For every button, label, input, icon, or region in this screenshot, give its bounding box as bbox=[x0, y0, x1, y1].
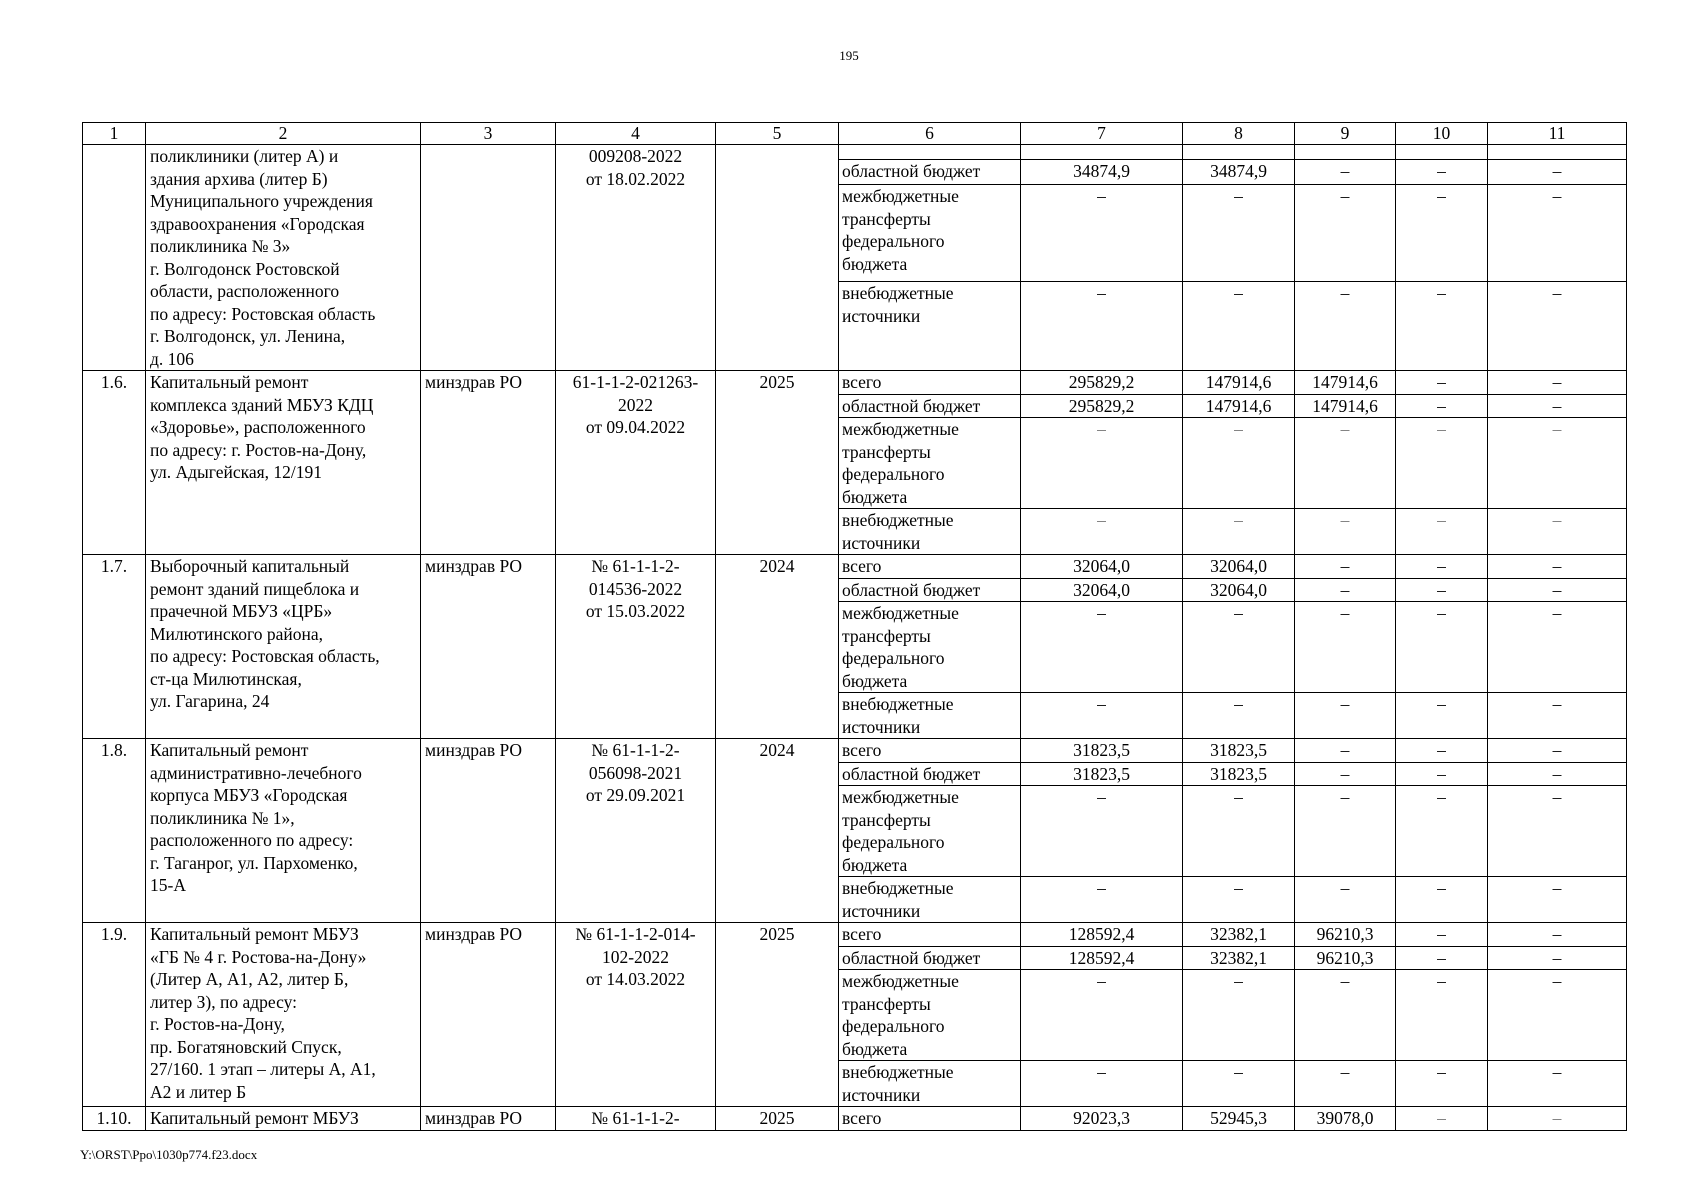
empty-value-cell: – bbox=[1488, 877, 1627, 923]
empty-value-cell: – bbox=[1396, 1107, 1488, 1131]
table-row bbox=[83, 371, 1627, 395]
empty-value-cell: – bbox=[1295, 786, 1396, 877]
column-number-header: 1 bbox=[83, 123, 146, 145]
table-row bbox=[83, 739, 1627, 763]
empty-value-cell: – bbox=[1396, 509, 1488, 555]
column-number-header: 6 bbox=[839, 123, 1021, 145]
table-row bbox=[83, 923, 1627, 947]
empty-value-cell: – bbox=[1396, 923, 1488, 947]
empty-value-cell: – bbox=[1488, 371, 1627, 395]
year-cell: 2024 bbox=[716, 555, 839, 739]
empty-value-cell: – bbox=[1295, 578, 1396, 602]
funding-source-cell: областной бюджет bbox=[839, 762, 1021, 786]
empty-value-cell: – bbox=[1396, 693, 1488, 739]
empty-value-cell: – bbox=[1396, 946, 1488, 970]
spacer-cell bbox=[1488, 145, 1627, 160]
year-cell: 2025 bbox=[716, 371, 839, 555]
year-cell bbox=[716, 145, 839, 371]
item-number-cell: 1.8. bbox=[83, 739, 146, 923]
empty-value-cell: – bbox=[1183, 185, 1295, 282]
spacer-cell bbox=[1396, 145, 1488, 160]
expertise-document-cell: № 61-1-1-2- bbox=[556, 1107, 716, 1131]
empty-value-cell: – bbox=[1295, 602, 1396, 693]
amount-cell: 39078,0 bbox=[1295, 1107, 1396, 1131]
amount-cell: 31823,5 bbox=[1183, 762, 1295, 786]
empty-value-cell: – bbox=[1295, 282, 1396, 371]
empty-value-cell: – bbox=[1183, 877, 1295, 923]
item-number-cell: 1.7. bbox=[83, 555, 146, 739]
empty-value-cell: – bbox=[1488, 394, 1627, 418]
empty-value-cell: – bbox=[1488, 762, 1627, 786]
empty-value-cell: – bbox=[1488, 282, 1627, 371]
empty-value-cell: – bbox=[1183, 1061, 1295, 1107]
spacer-cell bbox=[1021, 145, 1183, 160]
amount-cell: 32064,0 bbox=[1183, 555, 1295, 579]
empty-value-cell: – bbox=[1396, 555, 1488, 579]
empty-value-cell: – bbox=[1295, 970, 1396, 1061]
footer-file-path: Y:\ORST\Ppo\1030p774.f23.docx bbox=[80, 1147, 258, 1162]
responsible-org-cell: минздрав РО bbox=[421, 371, 556, 555]
empty-value-cell: – bbox=[1396, 739, 1488, 763]
funding-source-cell: межбюджетные трансферты федерального бюджета bbox=[839, 786, 1021, 877]
page-number: 195 bbox=[839, 48, 859, 63]
amount-cell: 32064,0 bbox=[1021, 555, 1183, 579]
empty-value-cell: – bbox=[1396, 1061, 1488, 1107]
empty-value-cell: – bbox=[1021, 282, 1183, 371]
empty-value-cell: – bbox=[1488, 923, 1627, 947]
empty-value-cell: – bbox=[1295, 762, 1396, 786]
funding-source-cell: внебюджетные источники bbox=[839, 509, 1021, 555]
empty-value-cell: – bbox=[1021, 509, 1183, 555]
funding-source-cell: всего bbox=[839, 1107, 1021, 1131]
empty-value-cell: – bbox=[1488, 555, 1627, 579]
object-description-cell: Капитальный ремонт административно-лечебного корпуса МБУЗ «Городская поликлиника № 1», расположенного по адресу: г. Таганрог, ул. Пархоменко, 15-А bbox=[146, 739, 421, 923]
amount-cell: 147914,6 bbox=[1183, 394, 1295, 418]
empty-value-cell: – bbox=[1488, 578, 1627, 602]
column-number-header: 10 bbox=[1396, 123, 1488, 145]
empty-value-cell: – bbox=[1021, 185, 1183, 282]
responsible-org-cell: минздрав РО bbox=[421, 555, 556, 739]
object-description-cell: Капитальный ремонт комплекса зданий МБУЗ КДЦ «Здоровье», расположенного по адресу: г. Ростов-на-Дону, ул. Адыгейская, 12/191 bbox=[146, 371, 421, 555]
empty-value-cell: – bbox=[1295, 185, 1396, 282]
empty-value-cell: – bbox=[1396, 877, 1488, 923]
amount-cell: 34874,9 bbox=[1183, 160, 1295, 185]
funding-source-cell: областной бюджет bbox=[839, 160, 1021, 185]
amount-cell: 32064,0 bbox=[1021, 578, 1183, 602]
funding-source-cell: всего bbox=[839, 371, 1021, 395]
amount-cell: 31823,5 bbox=[1021, 739, 1183, 763]
empty-value-cell: – bbox=[1295, 1061, 1396, 1107]
expertise-document-cell: № 61-1-1-2- 056098-2021 от 29.09.2021 bbox=[556, 739, 716, 923]
empty-value-cell: – bbox=[1488, 693, 1627, 739]
column-number-header: 11 bbox=[1488, 123, 1627, 145]
year-cell: 2025 bbox=[716, 1107, 839, 1131]
empty-value-cell: – bbox=[1295, 509, 1396, 555]
amount-cell: 96210,3 bbox=[1295, 923, 1396, 947]
continued-row bbox=[83, 145, 1627, 160]
spacer-cell bbox=[1295, 145, 1396, 160]
empty-value-cell: – bbox=[1396, 602, 1488, 693]
funding-source-cell: межбюджетные трансферты федерального бюджета bbox=[839, 418, 1021, 509]
empty-value-cell: – bbox=[1183, 970, 1295, 1061]
empty-value-cell: – bbox=[1295, 693, 1396, 739]
empty-value-cell: – bbox=[1295, 739, 1396, 763]
empty-value-cell: – bbox=[1021, 693, 1183, 739]
expertise-document-cell: 61-1-1-2-021263- 2022 от 09.04.2022 bbox=[556, 371, 716, 555]
funding-source-cell: всего bbox=[839, 739, 1021, 763]
empty-value-cell: – bbox=[1488, 739, 1627, 763]
amount-cell: 32382,1 bbox=[1183, 946, 1295, 970]
empty-value-cell: – bbox=[1396, 578, 1488, 602]
funding-source-cell: всего bbox=[839, 923, 1021, 947]
empty-value-cell: – bbox=[1488, 418, 1627, 509]
funding-source-cell: внебюджетные источники bbox=[839, 693, 1021, 739]
amount-cell: 52945,3 bbox=[1183, 1107, 1295, 1131]
object-description-cell: Выборочный капитальный ремонт зданий пищеблока и прачечной МБУЗ «ЦРБ» Милютинского района, по адресу: Ростовская область, ст-ца Милютинская, ул. Гагарина, 24 bbox=[146, 555, 421, 739]
empty-value-cell: – bbox=[1021, 602, 1183, 693]
empty-value-cell: – bbox=[1183, 509, 1295, 555]
empty-value-cell: – bbox=[1396, 371, 1488, 395]
amount-cell: 295829,2 bbox=[1021, 394, 1183, 418]
table-row-partial bbox=[83, 1107, 1627, 1131]
funding-source-cell: внебюджетные источники bbox=[839, 282, 1021, 371]
column-number-header: 3 bbox=[421, 123, 556, 145]
spacer-cell bbox=[839, 145, 1021, 160]
object-description-cell: Капитальный ремонт МБУЗ «ГБ № 4 г. Ростова-на-Дону» (Литер А, А1, А2, литер Б, литер З), по адресу: г. Ростов-на-Дону, пр. Богатяновский Спуск, 27/160. 1 этап – литеры А, А1, А2 и литер Б bbox=[146, 923, 421, 1107]
item-number-cell: 1.6. bbox=[83, 371, 146, 555]
object-description-cell: поликлиники (литер А) и здания архива (литер Б) Муниципального учреждения здравоохранения «Городская поликлиника № 3» г. Волгодонск Ростовской области, расположенного по адресу: Ростовская область г. Волгодонск, ул. Ленина, д. 106 bbox=[146, 145, 421, 371]
column-number-header: 5 bbox=[716, 123, 839, 145]
responsible-org-cell: минздрав РО bbox=[421, 923, 556, 1107]
column-number-header: 4 bbox=[556, 123, 716, 145]
empty-value-cell: – bbox=[1021, 418, 1183, 509]
amount-cell: 32064,0 bbox=[1183, 578, 1295, 602]
funding-source-cell: внебюджетные источники bbox=[839, 877, 1021, 923]
amount-cell: 31823,5 bbox=[1183, 739, 1295, 763]
empty-value-cell: – bbox=[1396, 185, 1488, 282]
empty-value-cell: – bbox=[1488, 786, 1627, 877]
amount-cell: 32382,1 bbox=[1183, 923, 1295, 947]
funding-source-cell: внебюджетные источники bbox=[839, 1061, 1021, 1107]
funding-source-cell: всего bbox=[839, 555, 1021, 579]
funding-table bbox=[82, 122, 1627, 1131]
empty-value-cell: – bbox=[1295, 877, 1396, 923]
funding-source-cell: областной бюджет bbox=[839, 394, 1021, 418]
amount-cell: 128592,4 bbox=[1021, 923, 1183, 947]
empty-value-cell: – bbox=[1021, 786, 1183, 877]
object-description-cell: Капитальный ремонт МБУЗ bbox=[146, 1107, 421, 1131]
empty-value-cell: – bbox=[1396, 418, 1488, 509]
item-number-cell: 1.9. bbox=[83, 923, 146, 1107]
column-number-header: 2 bbox=[146, 123, 421, 145]
empty-value-cell: – bbox=[1488, 946, 1627, 970]
year-cell: 2024 bbox=[716, 739, 839, 923]
column-number-header: 8 bbox=[1183, 123, 1295, 145]
funding-source-cell: областной бюджет bbox=[839, 578, 1021, 602]
empty-value-cell: – bbox=[1183, 602, 1295, 693]
empty-value-cell: – bbox=[1488, 1061, 1627, 1107]
responsible-org-cell: минздрав РО bbox=[421, 1107, 556, 1131]
table-header-row bbox=[83, 123, 1627, 145]
empty-value-cell: – bbox=[1021, 877, 1183, 923]
expertise-document-cell: № 61-1-1-2-014- 102-2022 от 14.03.2022 bbox=[556, 923, 716, 1107]
empty-value-cell: – bbox=[1396, 786, 1488, 877]
amount-cell: 128592,4 bbox=[1021, 946, 1183, 970]
empty-value-cell: – bbox=[1183, 693, 1295, 739]
funding-source-cell: межбюджетные трансферты федерального бюджета bbox=[839, 970, 1021, 1061]
column-number-header: 7 bbox=[1021, 123, 1183, 145]
expertise-document-cell: № 61-1-1-2- 014536-2022 от 15.03.2022 bbox=[556, 555, 716, 739]
funding-source-cell: межбюджетные трансферты федерального бюджета bbox=[839, 185, 1021, 282]
empty-value-cell: – bbox=[1488, 185, 1627, 282]
item-number-cell bbox=[83, 145, 146, 371]
empty-value-cell: – bbox=[1021, 1061, 1183, 1107]
amount-cell: 96210,3 bbox=[1295, 946, 1396, 970]
empty-value-cell: – bbox=[1295, 418, 1396, 509]
empty-value-cell: – bbox=[1396, 762, 1488, 786]
funding-source-cell: межбюджетные трансферты федерального бюджета bbox=[839, 602, 1021, 693]
amount-cell: 295829,2 bbox=[1021, 371, 1183, 395]
empty-value-cell: – bbox=[1183, 418, 1295, 509]
empty-value-cell: – bbox=[1396, 394, 1488, 418]
amount-cell: 31823,5 bbox=[1021, 762, 1183, 786]
table-row bbox=[83, 555, 1627, 579]
funding-source-cell: областной бюджет bbox=[839, 946, 1021, 970]
amount-cell: 147914,6 bbox=[1295, 394, 1396, 418]
column-number-header: 9 bbox=[1295, 123, 1396, 145]
empty-value-cell: – bbox=[1183, 786, 1295, 877]
spacer-cell bbox=[1183, 145, 1295, 160]
empty-value-cell: – bbox=[1488, 602, 1627, 693]
amount-cell: 147914,6 bbox=[1295, 371, 1396, 395]
empty-value-cell: – bbox=[1396, 282, 1488, 371]
amount-cell: 147914,6 bbox=[1183, 371, 1295, 395]
expertise-document-cell: 009208-2022 от 18.02.2022 bbox=[556, 145, 716, 371]
empty-value-cell: – bbox=[1183, 282, 1295, 371]
empty-value-cell: – bbox=[1295, 160, 1396, 185]
empty-value-cell: – bbox=[1488, 509, 1627, 555]
empty-value-cell: – bbox=[1396, 970, 1488, 1061]
empty-value-cell: – bbox=[1295, 555, 1396, 579]
empty-value-cell: – bbox=[1021, 970, 1183, 1061]
year-cell: 2025 bbox=[716, 923, 839, 1107]
item-number-cell: 1.10. bbox=[83, 1107, 146, 1131]
amount-cell: 34874,9 bbox=[1021, 160, 1183, 185]
responsible-org-cell bbox=[421, 145, 556, 371]
empty-value-cell: – bbox=[1396, 160, 1488, 185]
empty-value-cell: – bbox=[1488, 1107, 1627, 1131]
empty-value-cell: – bbox=[1488, 970, 1627, 1061]
amount-cell: 92023,3 bbox=[1021, 1107, 1183, 1131]
empty-value-cell: – bbox=[1488, 160, 1627, 185]
responsible-org-cell: минздрав РО bbox=[421, 739, 556, 923]
